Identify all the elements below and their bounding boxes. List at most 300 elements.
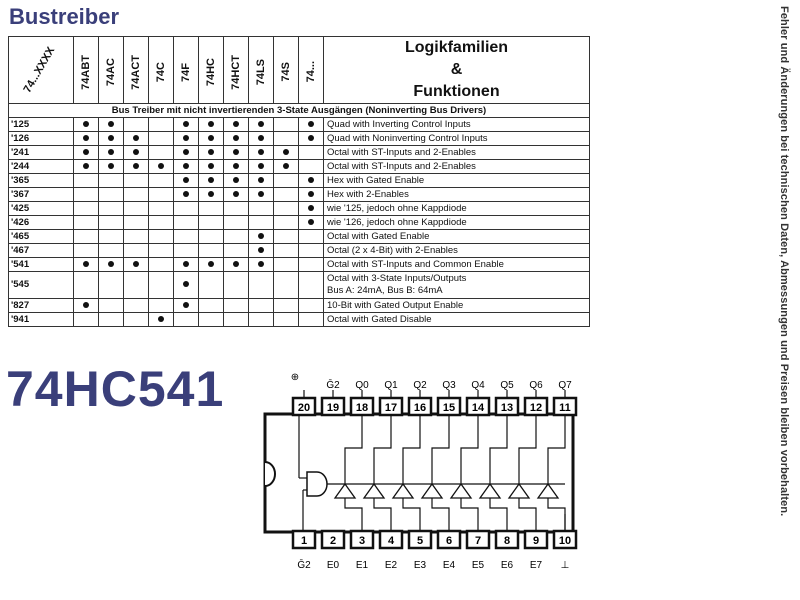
- availability-dot: [183, 191, 189, 197]
- family-cell: [74, 188, 99, 202]
- function-line: Hex with 2-Enables: [327, 188, 409, 200]
- family-cell: [74, 160, 99, 174]
- table-row: [9, 118, 590, 132]
- family-header: 74HCT: [224, 37, 249, 104]
- family-cell: [199, 174, 224, 188]
- family-cell: [249, 258, 274, 272]
- family-cell: [74, 132, 99, 146]
- availability-dot: [133, 135, 139, 141]
- family-cell: [74, 258, 99, 272]
- family-cell: [124, 230, 149, 244]
- family-cell: [74, 244, 99, 258]
- part-number: '367: [9, 188, 74, 202]
- top-pin-number: 20: [297, 402, 311, 414]
- family-cell: [224, 299, 249, 313]
- family-cell: [99, 202, 124, 216]
- enable-gate: [307, 472, 327, 496]
- family-cell: [174, 299, 199, 313]
- family-cell: [99, 230, 124, 244]
- part-number: '126: [9, 132, 74, 146]
- family-cell: [274, 146, 299, 160]
- family-cell: [224, 258, 249, 272]
- family-cell: [74, 299, 99, 313]
- family-cell: [174, 230, 199, 244]
- family-cell: [99, 160, 124, 174]
- family-cell: [299, 118, 324, 132]
- availability-dot: [158, 163, 164, 169]
- family-cell: [224, 230, 249, 244]
- part-number-header: 74...XXXX: [9, 37, 74, 104]
- part-number: '125: [9, 118, 74, 132]
- family-cell: [149, 188, 174, 202]
- buffer-gate: [335, 484, 355, 498]
- family-cell: [224, 118, 249, 132]
- family-cell: [199, 244, 224, 258]
- family-cell: [149, 202, 174, 216]
- availability-dot: [183, 121, 189, 127]
- bottom-pin-number: 1: [300, 535, 308, 547]
- availability-dot: [258, 233, 264, 239]
- top-pin-label: Q5: [500, 380, 514, 391]
- table-row: [9, 258, 590, 272]
- family-cell: [199, 146, 224, 160]
- availability-dot: [183, 135, 189, 141]
- family-cell: [74, 313, 99, 327]
- availability-dot: [258, 261, 264, 267]
- availability-dot: [308, 205, 314, 211]
- availability-dot: [83, 261, 89, 267]
- family-cell: [299, 244, 324, 258]
- availability-dot: [308, 191, 314, 197]
- family-cell: [124, 216, 149, 230]
- part-number: '467: [9, 244, 74, 258]
- family-cell: [149, 146, 174, 160]
- family-cell: [124, 202, 149, 216]
- table-row: [9, 132, 590, 146]
- availability-dot: [108, 149, 114, 155]
- family-cell: [99, 188, 124, 202]
- availability-dot: [108, 261, 114, 267]
- bottom-pin-number: 7: [474, 535, 482, 547]
- top-pin-label: Q2: [413, 380, 427, 391]
- function-description: [324, 160, 590, 174]
- availability-dot: [258, 177, 264, 183]
- family-cell: [199, 202, 224, 216]
- table-row: [9, 244, 590, 258]
- family-cell: [124, 272, 149, 299]
- buffer-gate: [451, 484, 471, 498]
- function-description: [324, 258, 590, 272]
- family-cell: [149, 313, 174, 327]
- top-pin-label: Q3: [442, 380, 456, 391]
- family-cell: [299, 132, 324, 146]
- family-cell: [74, 202, 99, 216]
- availability-dot: [183, 177, 189, 183]
- family-cell: [199, 258, 224, 272]
- family-cell: [274, 202, 299, 216]
- top-pin-label: Q4: [471, 380, 485, 391]
- availability-dot: [208, 149, 214, 155]
- family-cell: [224, 244, 249, 258]
- availability-dot: [183, 261, 189, 267]
- family-cell: [274, 118, 299, 132]
- bottom-pin-label: E1: [355, 560, 369, 571]
- family-cell: [299, 202, 324, 216]
- part-number: '541: [9, 258, 74, 272]
- bottom-pin-number: 5: [416, 535, 424, 547]
- family-cell: [299, 174, 324, 188]
- function-line: Octal with Gated Enable: [327, 230, 430, 242]
- bottom-pin-label: Ḡ2: [297, 560, 311, 571]
- family-cell: [74, 174, 99, 188]
- family-cell: [99, 244, 124, 258]
- family-cell: [149, 299, 174, 313]
- availability-dot: [233, 135, 239, 141]
- family-cell: [124, 160, 149, 174]
- function-description: [324, 188, 590, 202]
- family-cell: [124, 146, 149, 160]
- disclaimer-note: Fehler und Änderungen bei technischen Daten, Abmessungen und Preisen bleiben vorbehalten.: [778, 6, 790, 517]
- bottom-pin-number: 9: [532, 535, 540, 547]
- family-cell: [274, 230, 299, 244]
- family-cell: [124, 174, 149, 188]
- function-line: Hex with Gated Enable: [327, 174, 425, 186]
- family-cell: [249, 132, 274, 146]
- family-cell: [149, 230, 174, 244]
- family-header: 74LS: [249, 37, 274, 104]
- part-number: '244: [9, 160, 74, 174]
- table-row: [9, 216, 590, 230]
- availability-dot: [208, 135, 214, 141]
- family-cell: [149, 258, 174, 272]
- family-cell: [74, 118, 99, 132]
- family-cell: [124, 188, 149, 202]
- availability-dot: [308, 219, 314, 225]
- family-cell: [274, 244, 299, 258]
- bottom-pin-label: ⊥: [560, 560, 570, 571]
- availability-dot: [208, 121, 214, 127]
- table-header-row: [9, 37, 590, 104]
- top-pin-number: 16: [413, 402, 427, 414]
- top-pin-label: Q7: [558, 380, 572, 391]
- buffer-gate: [393, 484, 413, 498]
- availability-dot: [108, 121, 114, 127]
- family-cell: [174, 132, 199, 146]
- family-cell: [174, 174, 199, 188]
- family-header: 74HC: [199, 37, 224, 104]
- top-pin-number: 13: [500, 402, 514, 414]
- family-cell: [274, 160, 299, 174]
- function-line: Octal with 3-State Inputs/Outputs: [327, 273, 467, 284]
- availability-dot: [308, 135, 314, 141]
- family-header: 74ABT: [74, 37, 99, 104]
- bottom-pin-label: E5: [471, 560, 485, 571]
- family-cell: [274, 174, 299, 188]
- family-cell: [249, 313, 274, 327]
- family-header: 74...: [299, 37, 324, 104]
- availability-dot: [133, 163, 139, 169]
- availability-dot: [83, 163, 89, 169]
- family-header: 74ACT: [124, 37, 149, 104]
- table-row: [9, 313, 590, 327]
- availability-dot: [133, 149, 139, 155]
- family-cell: [224, 272, 249, 299]
- family-cell: [249, 202, 274, 216]
- family-cell: [149, 160, 174, 174]
- family-cell: [299, 146, 324, 160]
- table-row: [9, 299, 590, 313]
- top-pin-label: Q6: [529, 380, 543, 391]
- bottom-pin-label: E6: [500, 560, 514, 571]
- family-cell: [299, 160, 324, 174]
- family-cell: [249, 160, 274, 174]
- function-line: Octal with Gated Disable: [327, 313, 432, 325]
- buffer-gate: [538, 484, 558, 498]
- function-line: 10-Bit with Gated Output Enable: [327, 299, 464, 311]
- availability-dot: [133, 261, 139, 267]
- availability-dot: [283, 163, 289, 169]
- function-description: [324, 118, 590, 132]
- function-description: [324, 146, 590, 160]
- availability-dot: [108, 163, 114, 169]
- top-pin-number: 18: [355, 402, 369, 414]
- bottom-pin-label: E0: [326, 560, 340, 571]
- family-cell: [124, 118, 149, 132]
- family-header: 74S: [274, 37, 299, 104]
- family-cell: [174, 160, 199, 174]
- family-cell: [149, 174, 174, 188]
- family-cell: [224, 188, 249, 202]
- availability-dot: [233, 261, 239, 267]
- family-cell: [274, 132, 299, 146]
- family-cell: [249, 216, 274, 230]
- function-header: Logikfamilien & Funktionen: [324, 37, 590, 104]
- availability-dot: [233, 177, 239, 183]
- family-cell: [99, 272, 124, 299]
- availability-dot: [83, 121, 89, 127]
- bottom-pin-number: 8: [503, 535, 511, 547]
- part-number: '545: [9, 272, 74, 299]
- availability-dot: [83, 149, 89, 155]
- table-row: [9, 202, 590, 216]
- table-row: [9, 146, 590, 160]
- chip-notch: [265, 462, 275, 486]
- function-description: [324, 244, 590, 258]
- family-cell: [199, 313, 224, 327]
- availability-dot: [258, 247, 264, 253]
- family-cell: [74, 216, 99, 230]
- top-pin-label: Q0: [355, 380, 369, 391]
- family-cell: [149, 244, 174, 258]
- availability-dot: [158, 316, 164, 322]
- bottom-pin-number: 2: [329, 535, 337, 547]
- family-cell: [174, 258, 199, 272]
- bottom-pin-label: E4: [442, 560, 456, 571]
- function-line: Octal (2 x 4-Bit) with 2-Enables: [327, 244, 458, 256]
- family-cell: [224, 313, 249, 327]
- bottom-pin-number: 6: [445, 535, 453, 547]
- wiring: [299, 414, 565, 531]
- family-cell: [299, 230, 324, 244]
- family-cell: [249, 230, 274, 244]
- availability-dot: [283, 149, 289, 155]
- family-cell: [174, 244, 199, 258]
- bottom-pin-label: E3: [413, 560, 427, 571]
- vcc-symbol: ⊕: [290, 372, 300, 383]
- function-line: Quad with Noninverting Control Inputs: [327, 132, 488, 144]
- bottom-pin-label: E2: [384, 560, 398, 571]
- family-cell: [249, 146, 274, 160]
- family-cell: [149, 118, 174, 132]
- availability-dot: [183, 281, 189, 287]
- buffer-gate: [480, 484, 500, 498]
- family-cell: [299, 313, 324, 327]
- family-cell: [249, 188, 274, 202]
- family-cell: [274, 188, 299, 202]
- chip-name: 74HC541: [6, 361, 225, 417]
- section-title: Bus Treiber mit nicht invertierenden 3-State Ausgängen (Noninverting Bus Drivers): [9, 104, 590, 118]
- family-cell: [224, 132, 249, 146]
- family-cell: [249, 118, 274, 132]
- family-cell: [274, 313, 299, 327]
- family-cell: [274, 272, 299, 299]
- function-description: [324, 299, 590, 313]
- function-line: Bus A: 24mA, Bus B: 64mA: [327, 285, 443, 296]
- part-number: '941: [9, 313, 74, 327]
- function-line: Octal with ST-Inputs and 2-Enables: [327, 146, 476, 158]
- availability-dot: [183, 163, 189, 169]
- family-header: 74C: [149, 37, 174, 104]
- family-cell: [249, 272, 274, 299]
- family-header: 74AC: [99, 37, 124, 104]
- part-number: '365: [9, 174, 74, 188]
- family-cell: [149, 216, 174, 230]
- pinout-diagram: [255, 368, 585, 578]
- availability-dot: [258, 149, 264, 155]
- top-pin-number: 19: [326, 402, 340, 414]
- family-cell: [249, 299, 274, 313]
- function-description: [324, 272, 590, 299]
- family-cell: [199, 272, 224, 299]
- family-header: 74F: [174, 37, 199, 104]
- function-line: Quad with Inverting Control Inputs: [327, 118, 471, 130]
- buffer-gate: [422, 484, 442, 498]
- family-cell: [99, 146, 124, 160]
- function-line: Octal with ST-Inputs and Common Enable: [327, 258, 504, 270]
- family-cell: [199, 216, 224, 230]
- family-cell: [99, 313, 124, 327]
- family-cell: [99, 132, 124, 146]
- top-pin-number: 14: [471, 402, 485, 414]
- family-cell: [174, 202, 199, 216]
- part-number: '465: [9, 230, 74, 244]
- family-cell: [74, 272, 99, 299]
- top-pin-number: 11: [559, 402, 571, 414]
- family-cell: [249, 174, 274, 188]
- family-cell: [149, 272, 174, 299]
- table-row: [9, 188, 590, 202]
- availability-dot: [258, 163, 264, 169]
- availability-dot: [258, 121, 264, 127]
- family-cell: [249, 244, 274, 258]
- availability-dot: [233, 121, 239, 127]
- availability-dot: [208, 191, 214, 197]
- family-cell: [224, 160, 249, 174]
- family-cell: [299, 188, 324, 202]
- availability-dot: [258, 135, 264, 141]
- availability-dot: [208, 163, 214, 169]
- part-number: '426: [9, 216, 74, 230]
- family-cell: [124, 244, 149, 258]
- family-cell: [199, 160, 224, 174]
- page-title: Bustreiber: [9, 4, 120, 29]
- family-cell: [299, 272, 324, 299]
- family-cell: [199, 230, 224, 244]
- availability-dot: [258, 191, 264, 197]
- function-description: [324, 174, 590, 188]
- table-row: [9, 160, 590, 174]
- function-line: Octal with ST-Inputs and 2-Enables: [327, 160, 476, 172]
- family-cell: [199, 188, 224, 202]
- family-cell: [299, 258, 324, 272]
- function-description: [324, 313, 590, 327]
- family-cell: [174, 118, 199, 132]
- availability-dot: [233, 191, 239, 197]
- buffer-gate: [364, 484, 384, 498]
- availability-dot: [183, 302, 189, 308]
- function-description: [324, 202, 590, 216]
- section-row: [9, 104, 590, 118]
- bottom-pin-number: 10: [558, 535, 572, 547]
- part-number: '827: [9, 299, 74, 313]
- top-pin-label: Q1: [384, 380, 398, 391]
- family-cell: [224, 202, 249, 216]
- family-cell: [174, 188, 199, 202]
- function-description: [324, 230, 590, 244]
- availability-dot: [208, 261, 214, 267]
- family-cell: [274, 299, 299, 313]
- top-pin-label: Ḡ2: [326, 380, 340, 391]
- family-cell: [174, 216, 199, 230]
- pin-group: [265, 372, 576, 571]
- family-cell: [274, 216, 299, 230]
- family-cell: [174, 146, 199, 160]
- family-cell: [99, 118, 124, 132]
- family-cell: [199, 132, 224, 146]
- family-cell: [299, 216, 324, 230]
- top-pin-number: 12: [529, 402, 543, 414]
- part-number: '425: [9, 202, 74, 216]
- availability-dot: [183, 149, 189, 155]
- family-cell: [124, 258, 149, 272]
- family-cell: [274, 258, 299, 272]
- availability-dot: [308, 121, 314, 127]
- family-cell: [174, 272, 199, 299]
- part-number: '241: [9, 146, 74, 160]
- availability-dot: [233, 163, 239, 169]
- function-line: wie '125, jedoch ohne Kappdiode: [327, 202, 467, 214]
- availability-dot: [83, 135, 89, 141]
- family-cell: [149, 132, 174, 146]
- family-cell: [299, 299, 324, 313]
- bottom-pin-number: 3: [358, 535, 366, 547]
- family-cell: [174, 313, 199, 327]
- availability-dot: [208, 177, 214, 183]
- table-row: [9, 174, 590, 188]
- family-cell: [124, 313, 149, 327]
- table-row: [9, 230, 590, 244]
- family-cell: [124, 132, 149, 146]
